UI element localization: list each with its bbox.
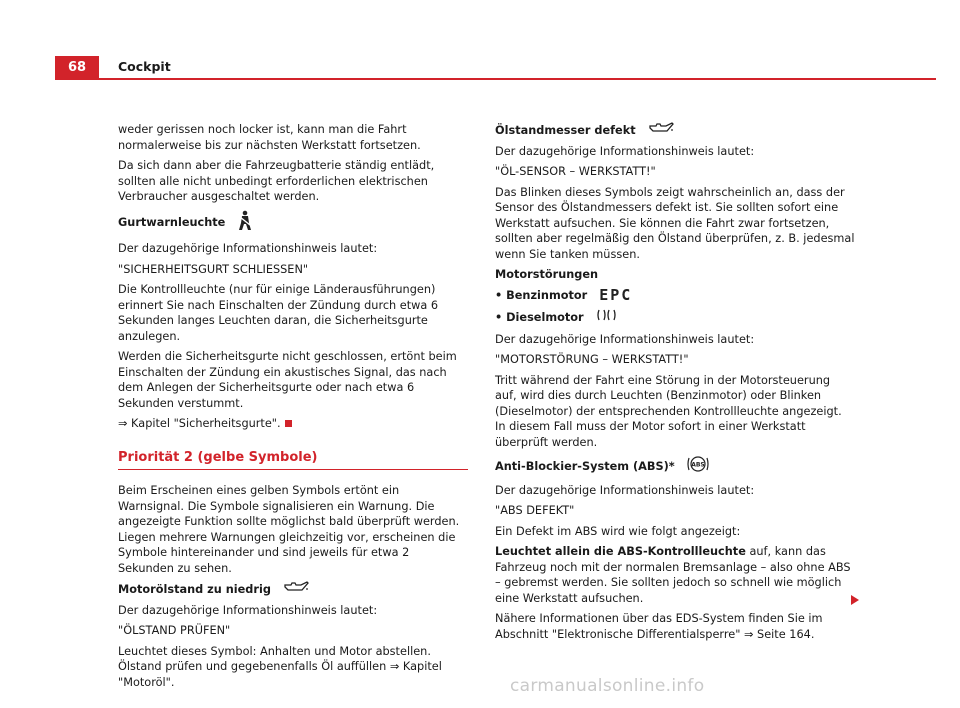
paragraph: Der dazugehörige Informationshinweis lautet: <box>495 144 755 158</box>
paragraph-rest: auf, kann das Fahrzeug noch mit der normalen Bremsanlage – also ohne ABS – gebremst werden. Sie sollten jedoch so schnell wie möglich eine Werkstatt aufsuchen. <box>495 545 851 605</box>
epc-icon: EPC <box>599 285 633 304</box>
bullet-text: • Benzinmotor <box>495 288 588 302</box>
paragraph: Tritt während der Fahrt eine Störung in der Motorsteuerung auf, wird dies durch Leuchten (Benzinmotor) oder Blinken (Dieselmotor) der entsprechenden Kontrollleuchte angezeigt. In diesem Fall muss der Motor sofort in einer Werkstatt überprüft werden. <box>495 373 842 449</box>
paragraph: Beim Erscheinen eines gelben Symbols ertönt ein Warnsignal. Die Symbole signalisieren ein Warnung. Die angezeigte Funktion sollte möglichst bald überprüft werden. Liegen mehrere Warnungen gleichzeitig vor, erscheinen die Symbole hintereinander und sind jeweils für etwa 2 Sekunden zu sehen. <box>118 484 460 575</box>
next-page-arrow-icon[interactable] <box>851 595 859 605</box>
message: "ÖL-SENSOR – WERKSTATT!" <box>495 165 656 178</box>
heading-text: Anti-Blockier-System (ABS)* <box>495 459 675 473</box>
seatbelt-heading <box>118 210 468 237</box>
paragraph: Der dazugehörige Informationshinweis lautet: <box>118 242 378 255</box>
left-column <box>118 122 468 695</box>
oil-can-icon <box>648 122 674 139</box>
paragraph: Ein Defekt im ABS wird wie folgt angezeigt: <box>495 524 741 538</box>
watermark: carmanualsonline.info <box>510 676 705 696</box>
seatbelt-icon <box>237 210 253 237</box>
heading-text: Motorölstand zu niedrig <box>118 582 271 596</box>
oil-sensor-heading <box>495 122 855 139</box>
abs-icon <box>687 455 709 478</box>
page-header-title: Cockpit <box>118 59 171 74</box>
right-column <box>495 122 855 647</box>
chapter-reference[interactable] <box>118 416 468 432</box>
paragraph: Der dazugehörige Informationshinweis lautet: <box>495 483 755 497</box>
header-rule <box>55 78 936 80</box>
petrol-engine-item <box>495 285 855 304</box>
abs-heading <box>495 455 855 478</box>
diesel-engine-item <box>495 308 855 327</box>
paragraph: Werden die Sicherheitsgurte nicht geschlossen, ertönt beim Einschalten der Zündung ein akustisches Signal, das nach dem Anlegen der Sicherheitsgurte oder nach etwa 6 Sekunden verstummt. <box>118 350 457 410</box>
reference-text: ⇒ Kapitel "Sicherheitsgurte". <box>118 417 281 430</box>
glow-plug-icon <box>596 308 618 327</box>
paragraph: Der dazugehörige Informationshinweis lautet: <box>118 603 378 617</box>
message: "ÖLSTAND PRÜFEN" <box>118 624 231 637</box>
oil-level-heading <box>118 581 468 598</box>
engine-fault-heading <box>495 267 855 283</box>
bullet-text: • Dieselmotor <box>495 310 584 324</box>
paragraph: Der dazugehörige Informationshinweis lautet: <box>495 332 755 346</box>
abs-icon-label: ABS <box>690 461 705 469</box>
section-rule <box>118 469 468 470</box>
paragraph: Die Kontrollleuchte (nur für einige Länderausführungen) erinnert Sie nach Einschalten der Zündung durch etwa 6 Sekunden langes Leuchten daran, die Sicherheitsgurte anzulegen. <box>118 283 439 343</box>
paragraph: Leuchtet dieses Symbol: Anhalten und Motor abstellen. Ölstand prüfen und gegebenenfalls Öl auffüllen ⇒ Kapitel "Motoröl". <box>118 644 442 689</box>
oil-can-icon <box>283 581 309 598</box>
page-number: 68 <box>55 56 99 80</box>
paragraph: Das Blinken dieses Symbols zeigt wahrscheinlich an, dass der Sensor des Ölstandmessers defekt ist. Sie sollten sofort eine Werkstatt aufsuchen. Sie können die Fahrt zwar fortsetzen, sollten aber regelmäßig den Ölstand überprüfen, z. B. jedesmal wenn Sie tanken müssen. <box>495 185 855 261</box>
section-title: Priorität 2 (gelbe Symbole) <box>118 449 318 465</box>
bold-phrase: Leuchtet allein die ABS-Kontrollleuchte <box>495 545 746 558</box>
heading-text: Gurtwarnleuchte <box>118 216 226 229</box>
message: "MOTORSTÖRUNG – WERKSTATT!" <box>495 353 689 366</box>
message: "SICHERHEITSGURT SCHLIESSEN" <box>118 262 309 276</box>
section-end-mark <box>285 420 292 427</box>
heading-text: Motorstörungen <box>495 268 599 281</box>
paragraph <box>495 544 855 606</box>
paragraph: Nähere Informationen über das EDS-System finden Sie im Abschnitt "Elektronische Differentialsperre" ⇒ Seite 164. <box>495 612 823 641</box>
message: "ABS DEFEKT" <box>495 504 575 517</box>
paragraph: weder gerissen noch locker ist, kann man die Fahrt normalerweise bis zur nächsten Werkstatt fortsetzen. <box>118 123 421 152</box>
heading-text: Ölstandmesser defekt <box>495 123 636 137</box>
paragraph: Da sich dann aber die Fahrzeugbatterie ständig entlädt, sollten alle nicht unbedingt erforderlichen elektrischen Verbraucher ausgeschaltet werden. <box>118 159 435 203</box>
